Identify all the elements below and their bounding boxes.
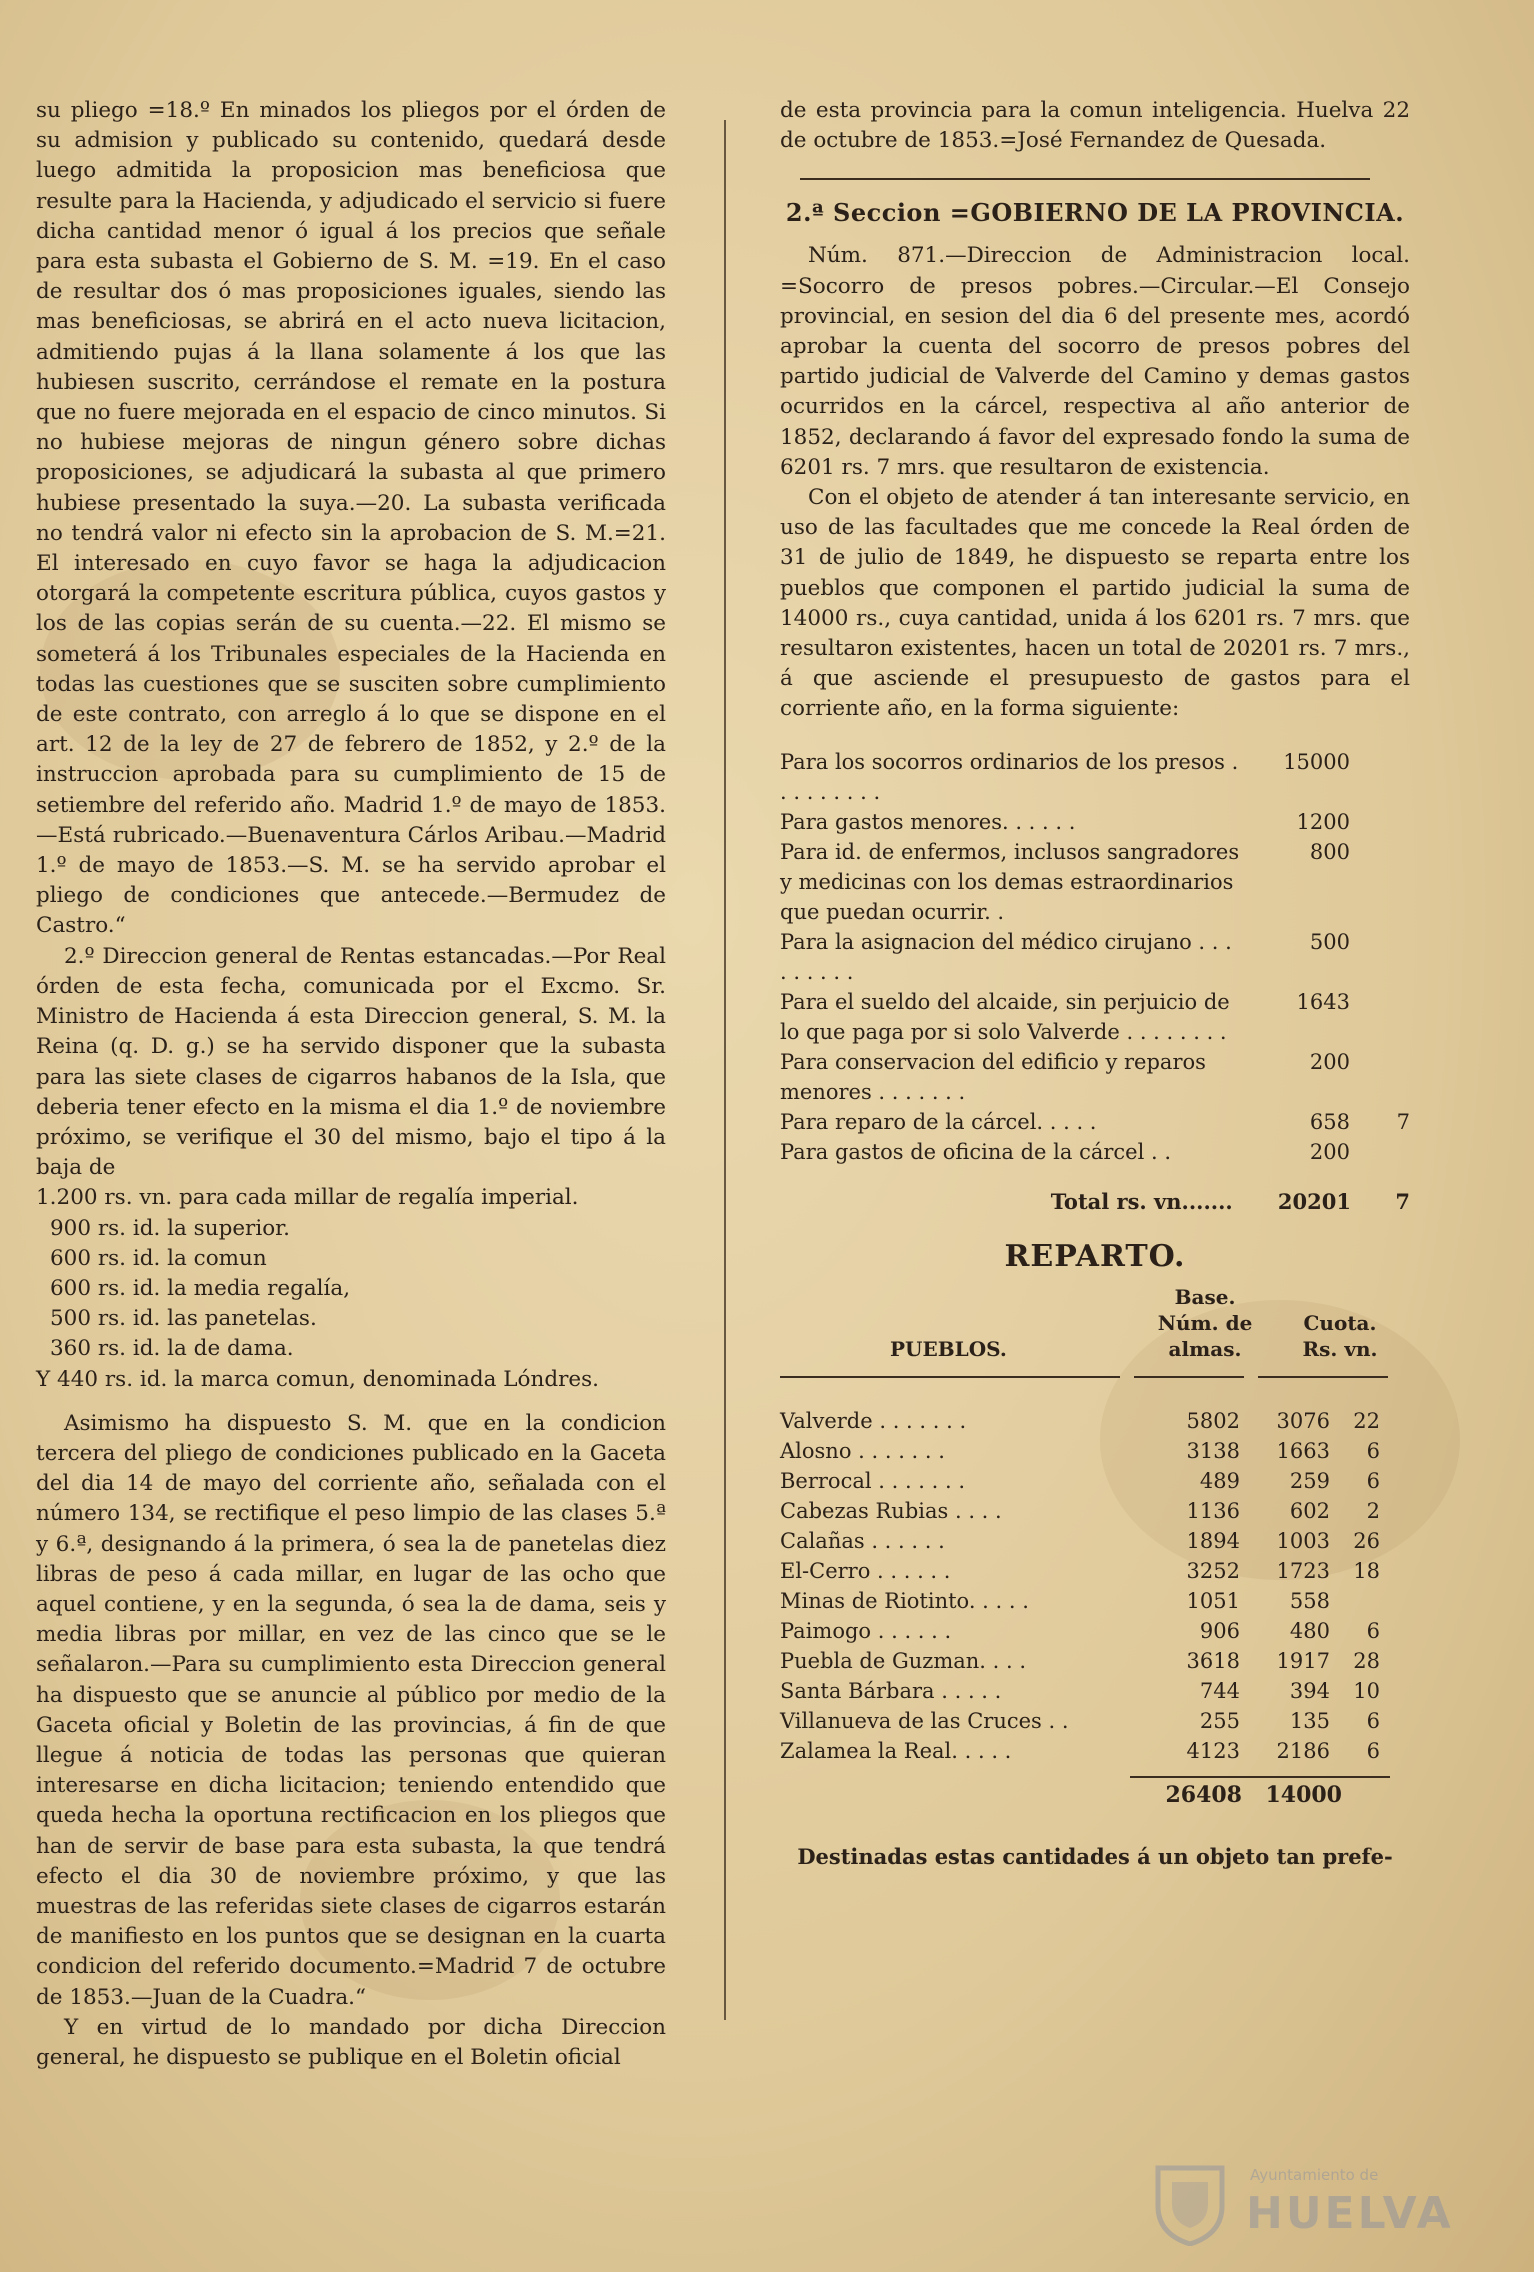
cuota-header: Cuota. Rs. vn. (1302, 1310, 1378, 1361)
watermark-big-text: HUELVA (1246, 2188, 1454, 2239)
price-item: 360 rs. id. la de dama. (50, 1336, 294, 1362)
reparto-total: 26408 14000 (1130, 1776, 1390, 1812)
budget-row: Para reparo de la cárcel. . . . . 658 7 (780, 1109, 1410, 1134)
reparto-header (780, 1284, 1410, 1362)
table-row: Berrocal . . . . . . . 489 259 6 (780, 1468, 1380, 1493)
left-paragraph-2: 2.º Direccion general de Rentas estancadas.—Por Real órden de esta fecha, comunicada por el Excmo. Sr. Ministro de Hacienda á esta Direccion general, S. M. la Reina (q. D. g.) se ha servido disponer que la subasta para las siete clases de cigarros habanos de la Isla, que deberia tener efecto en la misma el dia 1.º de noviembre próximo, se verifique el 30 del mismo, bajo el tipo á la baja de (36, 943, 666, 1181)
table-row: Puebla de Guzman. . . . 3618 1917 28 (780, 1648, 1380, 1673)
crest-icon (1150, 2160, 1230, 2246)
budget-row: Para la asignacion del médico cirujano . . . . . . . . . 500 (780, 929, 1350, 984)
left-paragraph-1: su pliego =18.º En minados los pliegos por el órden de su admision y publicado su contenido, quedará desde luego admitida la proposicion mas beneficiosa que resulte para la Hacienda, y adjudicado el servicio si fuere dicha cantidad menor ó igual á los precios que señale para esta subasta el Gobierno de S. M. =19. En el caso de resultar dos ó mas proposiciones iguales, siendo las mas beneficiosas, se abrirá en el acto nueva licitacion, admitiendo pujas á la llana solamente á los que las hubiesen suscrito, cerrándose el remate en la postura que no fuere mejorada en el espacio de cinco minutos. Si no hubiese mejoras de ningun género sobre dichas proposiciones, se adjudicará la subasta al que primero hubiese presentado la suya.—20. La subasta verificada no tendrá valor ni efecto sin la aprobacion de S. M.=21. El interesado en cuyo favor se haga la adjudicacion otorgará la competente escritura pública, cuyos gastos y los de las copias serán de su cuenta.—22. El mismo se someterá á los Tribunales especiales de la Hacienda en todas las cuestiones que se susciten sobre cumplimiento de este contrato, con arreglo á lo que se dispone en el art. 12 de la ley de 27 de febrero de 1852, y 2.º de la instruccion aprobada para su cumplimiento de 15 de setiembre del referido año. Madrid 1.º de mayo de 1853.—Está rubricado.—Buenaventura Cárlos Aribau.—Madrid 1.º de mayo de 1853.—S. M. se ha servido aprobar el pliego de condiciones que antecede.—Bermudez de Castro.“ (36, 98, 666, 939)
table-row: Valverde . . . . . . . 5802 3076 22 (780, 1408, 1380, 1433)
budget-row: Para gastos menores. . . . . . 1200 (780, 809, 1350, 834)
left-paragraph-4: Y en virtud de lo mandado por dicha Direccion general, he dispuesto se publique en el Boletin oficial (36, 2014, 666, 2070)
final-line: Destinadas estas cantidades á un objeto tan prefe- (797, 1843, 1393, 1869)
table-row: Santa Bárbara . . . . . 744 394 10 (780, 1678, 1380, 1703)
budget-table (780, 747, 1410, 1219)
table-row: Zalamea la Real. . . . . 4123 2186 6 (780, 1738, 1380, 1763)
left-column (36, 96, 666, 2073)
right-paragraph-2: Núm. 871.—Direccion de Administracion local. =Socorro de presos pobres.—Circular.—El Consejo provincial, en sesion del dia 6 del presente mes, acordó aprobar la cuenta del socorro de presos pobres del partido judicial de Valverde del Camino y demas gastos ocurridos en la cárcel, respectiva al año anterior de 1852, declarando á favor del expresado fondo la suma de 6201 rs. 7 mrs. que resultaron de existencia. (780, 243, 1410, 480)
huelva-watermark (1150, 2160, 1510, 2250)
budget-row: Para id. de enfermos, inclusos sangradores y medicinas con los demas estraordinarios que puedan ocurrir. . 800 (780, 839, 1350, 924)
table-row: Villanueva de las Cruces . . 255 135 6 (780, 1708, 1380, 1733)
table-row: El-Cerro . . . . . . 3252 1723 18 (780, 1558, 1380, 1583)
budget-row: Para gastos de oficina de la cárcel . . 200 (780, 1139, 1350, 1164)
table-row: Cabezas Rubias . . . . 1136 602 2 (780, 1498, 1380, 1523)
rule (1134, 1376, 1244, 1378)
pueblos-header: PUEBLOS. (890, 1336, 1007, 1361)
price-item: 500 rs. id. las panetelas. (50, 1306, 317, 1332)
table-row: Calañas . . . . . . 1894 1003 26 (780, 1528, 1380, 1553)
table-row: Minas de Riotinto. . . . . 1051 558 (780, 1588, 1330, 1613)
price-item: 600 rs. id. la media regalía, (50, 1275, 351, 1301)
section-rule (800, 178, 1370, 180)
rule (1258, 1376, 1388, 1378)
right-column (780, 96, 1410, 1872)
reparto-table (780, 1406, 1410, 1812)
section-title: 2.ª Seccion =GOBIERNO DE LA PROVINCIA. (785, 198, 1405, 228)
price-list (36, 1183, 666, 1394)
left-paragraph-3: Asimismo ha dispuesto S. M. que en la condicion tercera del pliego de condiciones publicado en la Gaceta del dia 14 de mayo del corriente año, señalada con el número 134, se rectifique el peso limpio de las clases 5.ª y 6.ª, designando á la primera, ó sea la de panetelas diez libras de peso á cada millar, en lugar de las ocho que aquel contiene, y en la segunda, ó sea la de dama, seis y media libras por millar, en vez de las cinco que se le señalaron.—Para su cumplimiento esta Direccion general ha dispuesto que se anuncie al público por medio de la Gaceta oficial y Boletin de las provincias, á fin de que llegue á noticia de todas las personas que quieran interesarse en dicha licitacion; teniendo entendido que queda hecha la oportuna rectificacion en los pliegos que han de servir de base para esta subasta, la que tendrá efecto el dia 30 de noviembre próximo, y que las muestras de las referidas siete clases de cigarros estarán de manifiesto en los puntos que se designan en la cuarta condicion del referido documento.=Madrid 7 de octubre de 1853.—Juan de la Cuadra.“ (36, 1410, 666, 2010)
header-rules (780, 1376, 1410, 1378)
price-item: 1.200 rs. vn. para cada millar de regalía imperial. (36, 1185, 579, 1211)
almas-header: Base. Núm. de almas. (1157, 1284, 1253, 1361)
column-divider (724, 120, 726, 2020)
budget-row: Para el sueldo del alcaide, sin perjuicio de lo que paga por si solo Valverde . . . . . . . . 1643 (780, 989, 1350, 1044)
rule (780, 1376, 1120, 1378)
price-item: 900 rs. id. la superior. (50, 1215, 290, 1241)
right-paragraph-3: Con el objeto de atender á tan interesante servicio, en uso de las facultades que me concede la Real órden de 31 de julio de 1849, he dispuesto se reparta entre los pueblos que componen el partido judicial la suma de 14000 rs., cuya cantidad, unida á los 6201 rs. 7 mrs. que resultaron existentes, hacen un total de 20201 rs. 7 mrs., á que asciende el presupuesto de gastos para el corriente año, en la forma siguiente: (780, 485, 1410, 722)
watermark-small-text: Ayuntamiento de (1250, 2166, 1379, 2184)
price-item: 600 rs. id. la comun (50, 1245, 267, 1271)
right-paragraph-1: de esta provincia para la comun inteligencia. Huelva 22 de octubre de 1853.=José Fernandez de Quesada. (780, 98, 1410, 154)
budget-row: Para conservacion del edificio y reparos menores . . . . . . . 200 (780, 1049, 1350, 1104)
table-row: Paimogo . . . . . . 906 480 6 (780, 1618, 1380, 1643)
price-item: Y 440 rs. id. la marca comun, denominada Lóndres. (36, 1366, 599, 1392)
budget-row: Para los socorros ordinarios de los presos . . . . . . . . . 15000 (780, 749, 1350, 804)
reparto-title: REPARTO. (1004, 1238, 1186, 1274)
budget-total: Total rs. vn....... 20201 7 (1050, 1188, 1410, 1214)
table-row: Alosno . . . . . . . 3138 1663 6 (780, 1438, 1380, 1463)
